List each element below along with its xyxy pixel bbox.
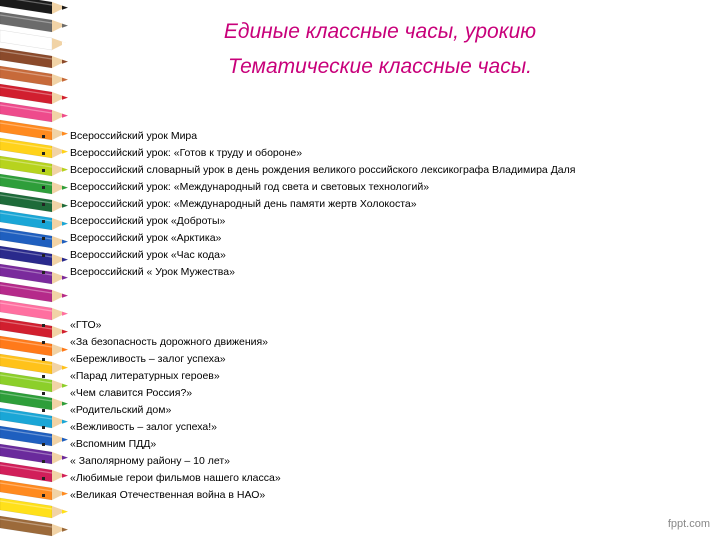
list-item (42, 213, 682, 230)
list-item-text: Всероссийский урок: «Международный год света и световых технологий» (70, 181, 430, 193)
list-item-text: Всероссийский урок «Арктика» (70, 232, 222, 244)
bullet-icon (42, 375, 45, 378)
pencil-icon (0, 0, 68, 14)
bullet-icon (42, 220, 45, 223)
list-item (42, 230, 682, 247)
pencil-icon (0, 66, 68, 86)
bullet-icon (42, 152, 45, 155)
thematic-class-hours-list (42, 317, 682, 504)
list-item-text: «Бережливость – залог успеха» (70, 353, 226, 365)
list-item (42, 247, 682, 264)
list-item (42, 317, 682, 334)
bullet-icon (42, 426, 45, 429)
list-item-text: Всероссийский урок «Доброты» (70, 215, 226, 227)
bullet-icon (42, 409, 45, 412)
list-item (42, 402, 682, 419)
list-item-text: «Вежливость – залог успеха!» (70, 421, 217, 433)
bullet-icon (42, 254, 45, 257)
list-item (42, 419, 682, 436)
bullet-icon (42, 494, 45, 497)
list-item (42, 385, 682, 402)
pencil-icon (0, 84, 68, 104)
bullet-icon (42, 460, 45, 463)
list-item-text: Всероссийский урок Мира (70, 130, 198, 142)
list-item (42, 196, 682, 213)
list-item-text: «ГТО» (70, 319, 102, 331)
list-item-text: Всероссийский урок: «Международный день памяти жертв Холокоста» (70, 198, 417, 210)
bullet-icon (42, 237, 45, 240)
list-item-text: Всероссийский урок «Час кода» (70, 249, 226, 261)
pencil-icon (0, 102, 68, 122)
list-item (42, 179, 682, 196)
list-item-text: Всероссийский урок: «Готов к труду и обороне» (70, 147, 303, 159)
list-item-text: «Парад литературных героев» (70, 370, 220, 382)
bullet-icon (42, 341, 45, 344)
list-item (42, 436, 682, 453)
bullet-icon (42, 135, 45, 138)
bullet-icon (42, 186, 45, 189)
list-item (42, 453, 682, 470)
pencil-icon (0, 48, 68, 68)
watermark: fppt.com (667, 518, 710, 530)
bullet-icon (42, 358, 45, 361)
all-russian-lessons-list (42, 128, 682, 281)
bullet-icon (42, 392, 45, 395)
list-item-text: «За безопасность дорожного движения» (70, 336, 269, 348)
slide-title-line-1: Единые классные часы, урокию (223, 20, 537, 43)
bullet-icon (42, 443, 45, 446)
list-item (42, 128, 682, 145)
bullet-icon (42, 477, 45, 480)
list-item (42, 162, 682, 179)
list-item (42, 351, 682, 368)
list-item-text: «Великая Отечественная война в НАО» (70, 489, 266, 501)
list-item-text: «Родительский дом» (70, 404, 172, 416)
list-item (42, 470, 682, 487)
pencil-icon (0, 282, 68, 302)
list-item-text: « Заполярному району – 10 лет» (70, 455, 230, 467)
list-item (42, 368, 682, 385)
list-item-text: «Вспомним ПДД» (70, 438, 157, 450)
bullet-icon (42, 203, 45, 206)
list-item (42, 334, 682, 351)
list-item-text: Всероссийский « Урок Мужества» (70, 266, 235, 278)
list-item (42, 487, 682, 504)
bullet-icon (42, 169, 45, 172)
list-item (42, 264, 682, 281)
pencil-icon (0, 30, 68, 50)
bullet-icon (42, 271, 45, 274)
bullet-icon (42, 324, 45, 327)
slide-title-line-2: Тематические классные часы. (227, 55, 533, 78)
pencil-icon (0, 516, 68, 536)
list-item-text: «Чем славится Россия?» (70, 387, 193, 399)
list-item-text: «Любимые герои фильмов нашего класса» (70, 472, 281, 484)
list-item (42, 145, 682, 162)
pencil-icon (0, 12, 68, 32)
list-item-text: Всероссийский словарный урок в день рождения великого российского лексикографа Владимира Даля (70, 164, 576, 176)
